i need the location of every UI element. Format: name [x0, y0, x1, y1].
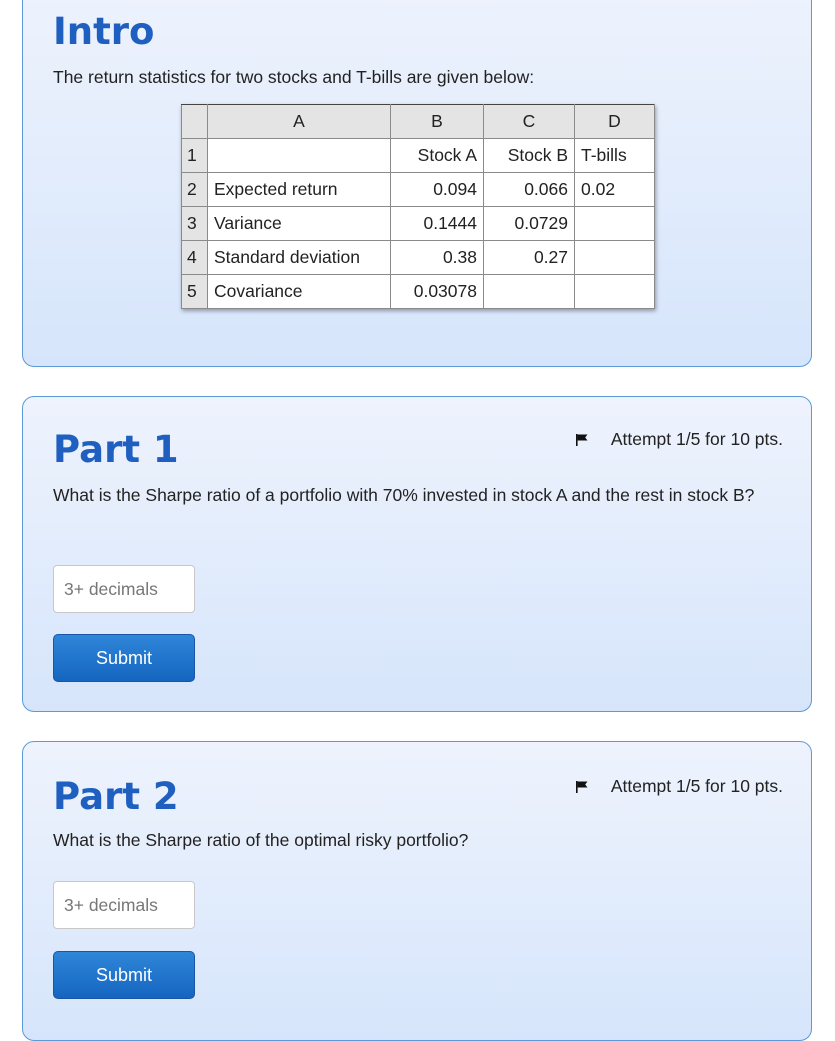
- table-row: [182, 241, 655, 275]
- table-cell: 0.1444: [391, 207, 484, 241]
- row-number: 2: [182, 173, 208, 207]
- table-row: [182, 207, 655, 241]
- part1-submit-button[interactable]: Submit: [53, 634, 195, 682]
- intro-card: [22, 0, 812, 367]
- table-cell: 0.27: [484, 241, 575, 275]
- part2-card: [22, 741, 812, 1041]
- table-cell: Stock B: [484, 139, 575, 173]
- table-cell: 0.066: [484, 173, 575, 207]
- row-number: 3: [182, 207, 208, 241]
- table-cell: [208, 139, 391, 173]
- table-cell: 0.02: [575, 173, 655, 207]
- row-number: 5: [182, 275, 208, 309]
- column-header-d: D: [575, 105, 655, 139]
- table-row: [182, 275, 655, 309]
- part2-attempt-info: [575, 776, 783, 797]
- flag-icon[interactable]: [575, 780, 589, 794]
- part2-question: What is the Sharpe ratio of the optimal risky portfolio?: [53, 830, 469, 850]
- part2-answer-input[interactable]: [53, 881, 195, 929]
- table-cell: [484, 275, 575, 309]
- part1-attempt-text: Attempt 1/5 for 10 pts.: [610, 429, 783, 449]
- table-cell: 0.0729: [484, 207, 575, 241]
- table-cell: 0.03078: [391, 275, 484, 309]
- table-cell: Standard deviation: [208, 241, 391, 275]
- table-cell: Stock A: [391, 139, 484, 173]
- part2-title: Part 2: [53, 775, 179, 818]
- table-row: [182, 173, 655, 207]
- part1-card: [22, 396, 812, 712]
- intro-title: Intro: [53, 10, 155, 53]
- column-header-a: A: [208, 105, 391, 139]
- row-number: 4: [182, 241, 208, 275]
- part1-question: What is the Sharpe ratio of a portfolio with 70% invested in stock A and the rest in stock B?: [53, 485, 755, 505]
- return-statistics-table: [181, 104, 655, 309]
- table-cell: [575, 275, 655, 309]
- table-cell: 0.094: [391, 173, 484, 207]
- table-corner-cell: [182, 105, 208, 139]
- column-header-c: C: [484, 105, 575, 139]
- column-header-b: B: [391, 105, 484, 139]
- row-number: 1: [182, 139, 208, 173]
- table-cell: Expected return: [208, 173, 391, 207]
- flag-icon[interactable]: [575, 433, 589, 447]
- table-column-header-row: [182, 105, 655, 139]
- table-cell: 0.38: [391, 241, 484, 275]
- part1-attempt-info: [575, 429, 783, 450]
- part1-answer-input[interactable]: [53, 565, 195, 613]
- table-cell: [575, 207, 655, 241]
- table-cell: Variance: [208, 207, 391, 241]
- intro-text: The return statistics for two stocks and T-bills are given below:: [53, 67, 535, 87]
- part2-submit-button[interactable]: Submit: [53, 951, 195, 999]
- table-cell: Covariance: [208, 275, 391, 309]
- part1-title: Part 1: [53, 428, 179, 471]
- table-cell: T-bills: [575, 139, 655, 173]
- table-cell: [575, 241, 655, 275]
- part2-attempt-text: Attempt 1/5 for 10 pts.: [610, 776, 783, 796]
- table-row: [182, 139, 655, 173]
